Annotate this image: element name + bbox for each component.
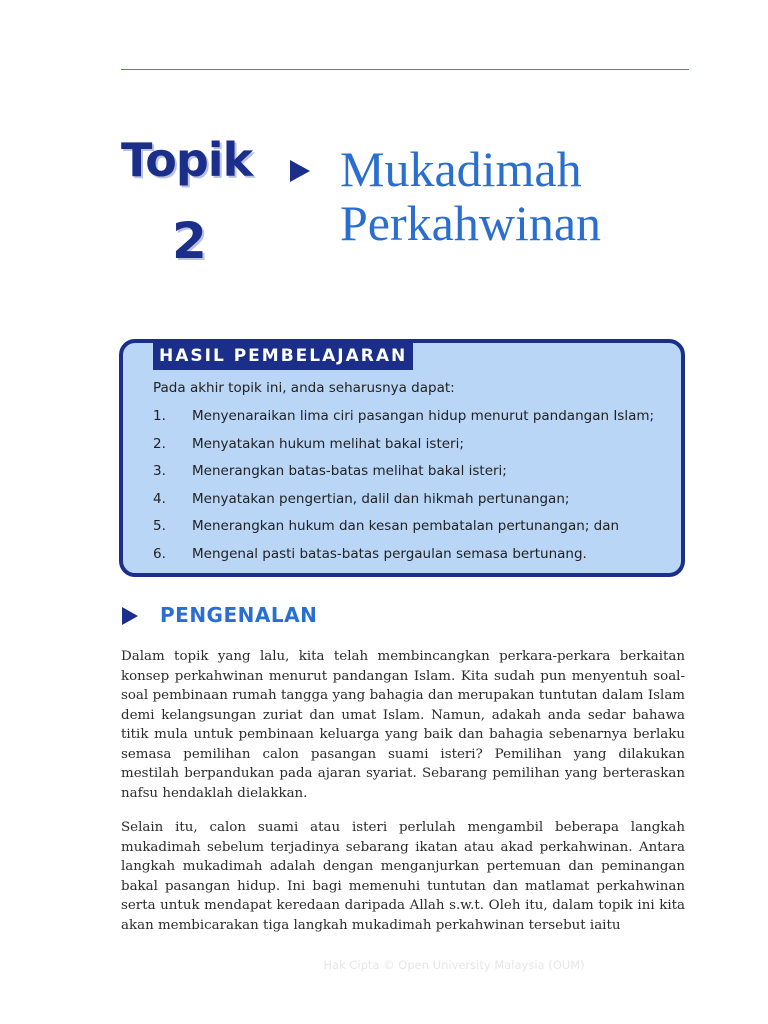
list-item <box>153 436 683 464</box>
play-arrow-icon <box>290 160 310 182</box>
section-arrow-icon <box>122 607 138 625</box>
learning-outcomes-list <box>153 408 683 573</box>
body-paragraph-2: Selain itu, calon suami atau isteri perlulah mengambil beberapa langkah mukadimah sebelum terjadinya sebarang ikatan atau akad perkahwinan. Antara langkah mukadimah adalah dengan menganjurkan pertemuan dan peminangan bakal pasangan hidup. Ini bagi memenuhi tuntutan dan matlamat perkahwinan serta untuk mendapat keredaan daripada Allah s.w.t. Oleh itu, dalam topik ini kita akan membicarakan tiga langkah mukadimah perkahwinan tersebut iaitu <box>121 820 685 933</box>
list-item-number: 1. <box>153 408 166 424</box>
learning-outcomes-label: HASIL PEMBELAJARAN <box>153 342 413 370</box>
list-item-text: Menerangkan batas-batas melihat bakal isteri; <box>192 463 507 479</box>
list-item-number: 3. <box>153 463 166 479</box>
chapter-title-line1: Mukadimah <box>340 141 582 197</box>
list-item <box>153 491 683 519</box>
list-item <box>153 463 683 491</box>
chapter-title-line2: Perkahwinan <box>340 195 602 251</box>
list-item <box>153 518 683 546</box>
list-item-number: 5. <box>153 518 166 534</box>
list-item-number: 2. <box>153 435 166 452</box>
list-item-text: Menyatakan hukum melihat bakal isteri; <box>192 435 464 452</box>
chapter-title <box>340 142 601 250</box>
topic-number: 2 <box>172 212 207 270</box>
list-item-text: Menyenaraikan lima ciri pasangan hidup menurut pandangan Islam; <box>192 408 655 424</box>
list-item-number: 4. <box>153 490 166 507</box>
section-heading: PENGENALAN <box>160 603 318 627</box>
list-item-text: Mengenal pasti batas-batas pergaulan semasa bertunang. <box>192 545 587 562</box>
list-item-text: Menerangkan hukum dan kesan pembatalan pertunangan; dan <box>192 518 620 534</box>
copyright-footer: Hak Cipta © Open University Malaysia (OUM) <box>323 958 585 972</box>
top-rule <box>121 69 689 70</box>
learning-outcomes-intro: Pada akhir topik ini, anda seharusnya dapat: <box>153 380 455 396</box>
list-item-text: Menyatakan pengertian, dalil dan hikmah pertunangan; <box>192 490 570 507</box>
list-item <box>153 546 683 574</box>
list-item-number: 6. <box>153 545 166 562</box>
list-item <box>153 408 683 436</box>
topic-label: Topik <box>121 133 253 187</box>
body-paragraph-1: Dalam topik yang lalu, kita telah membincangkan perkara-perkara berkaitan konsep perkahwinan menurut pandangan Islam. Kita sudah pun menyentuh soal-soal pembinaan rumah tangga yang bahagia dan merupakan tuntutan dalam Islam demi kelangsungan zuriat dan umat Islam. Namun, adakah anda sedar bahawa titik mula untuk pembinaan keluarga yang baik dan bahagia sebenarnya berlaku semasa pemilihan calon pasangan suami isteri? Pemilihan yang dilakukan mestilah berpandukan pada ajaran syariat. Sebarang pemilihan yang berteraskan nafsu hendaklah dielakkan. <box>121 649 685 801</box>
